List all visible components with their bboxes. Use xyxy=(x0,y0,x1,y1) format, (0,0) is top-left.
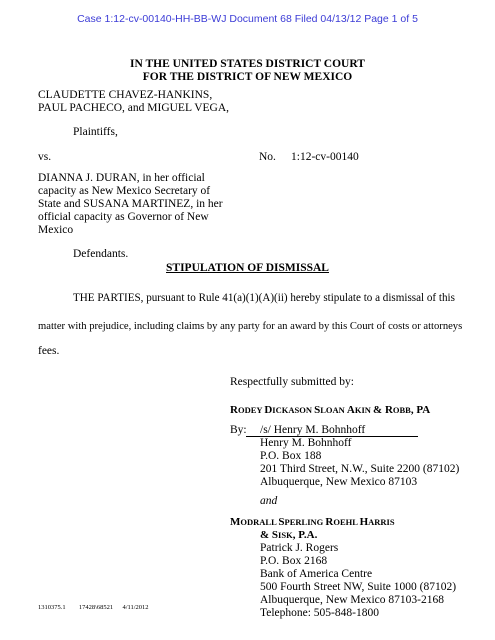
document-title-text: STIPULATION OF DISMISSAL xyxy=(166,262,329,274)
electronic-signature: /s/ Henry M. Bohnhoff xyxy=(246,424,418,437)
body-line3: fees. xyxy=(38,345,60,357)
body-line1: THE PARTIES, pursuant to Rule 41(a)(1)(A)(ii) hereby stipulate to a dismissal of this xyxy=(73,292,455,304)
court-name-line2: FOR THE DISTRICT OF NEW MEXICO xyxy=(142,71,353,83)
footer-matter: 17428\68521 xyxy=(78,604,114,611)
attorney1-box: P.O. Box 188 xyxy=(260,450,322,462)
court-name-line1: IN THE UNITED STATES DISTRICT COURT xyxy=(130,58,365,70)
document-title xyxy=(0,262,495,275)
footer-doc-id: 1310375.1 xyxy=(38,604,66,611)
defendants-line5: Mexico xyxy=(38,224,74,236)
case-header: Case 1:12-cv-00140-HH-BB-WJ Document 68 Filed 04/13/12 Page 1 of 5 xyxy=(77,13,418,25)
attorney2-box: P.O. Box 2168 xyxy=(260,555,328,567)
case-number-label: No. xyxy=(259,151,276,163)
attorney1-name: Henry M. Bohnhoff xyxy=(260,437,352,449)
footer-doc-info xyxy=(38,604,149,611)
signature-intro: Respectfully submitted by: xyxy=(230,376,354,388)
attorney2-phone: Telephone: 505-848-1800 xyxy=(260,607,379,619)
versus: vs. xyxy=(38,151,52,163)
attorney1-street: 201 Third Street, N.W., Suite 2200 (87102) xyxy=(260,463,460,475)
firm2-name-line1: MODRALL SPERLING ROEHL HARRIS xyxy=(230,516,395,528)
defendants-line1: DIANNA J. DURAN, in her official xyxy=(38,172,205,184)
attorney2-city: Albuquerque, New Mexico 87103-2168 xyxy=(260,594,444,606)
case-number: 1:12-cv-00140 xyxy=(291,151,359,163)
defendants-line4: official capacity as Governor of New xyxy=(38,211,209,223)
plaintiffs-line1: CLAUDETTE CHAVEZ-HANKINS, xyxy=(38,89,213,101)
defendants-line2: capacity as New Mexico Secretary of xyxy=(38,185,211,197)
firm2-name-line2: & SISK, P.A. xyxy=(260,529,318,541)
by-label: By: xyxy=(230,424,247,436)
attorney2-street: 500 Fourth Street NW, Suite 1000 (87102) xyxy=(260,581,457,593)
plaintiffs-label: Plaintiffs, xyxy=(73,126,118,138)
body-line2: matter with prejudice, including claims by any party for an award by this Court of costs or attorneys xyxy=(38,321,463,332)
and-conjunction: and xyxy=(260,495,278,507)
plaintiffs-line2: PAUL PACHECO, and MIGUEL VEGA, xyxy=(38,102,230,114)
defendants-label: Defendants. xyxy=(73,248,129,260)
defendants-line3: State and SUSANA MARTINEZ, in her xyxy=(38,198,223,210)
attorney1-city: Albuquerque, New Mexico 87103 xyxy=(260,476,418,488)
footer-date: 4/11/2012 xyxy=(122,604,149,611)
attorney2-name: Patrick J. Rogers xyxy=(260,542,339,554)
firm1-name: RODEY DICKASON SLOAN AKIN & ROBB, PA xyxy=(230,404,431,416)
signature-line xyxy=(246,424,418,437)
attorney2-bank: Bank of America Centre xyxy=(260,568,373,580)
